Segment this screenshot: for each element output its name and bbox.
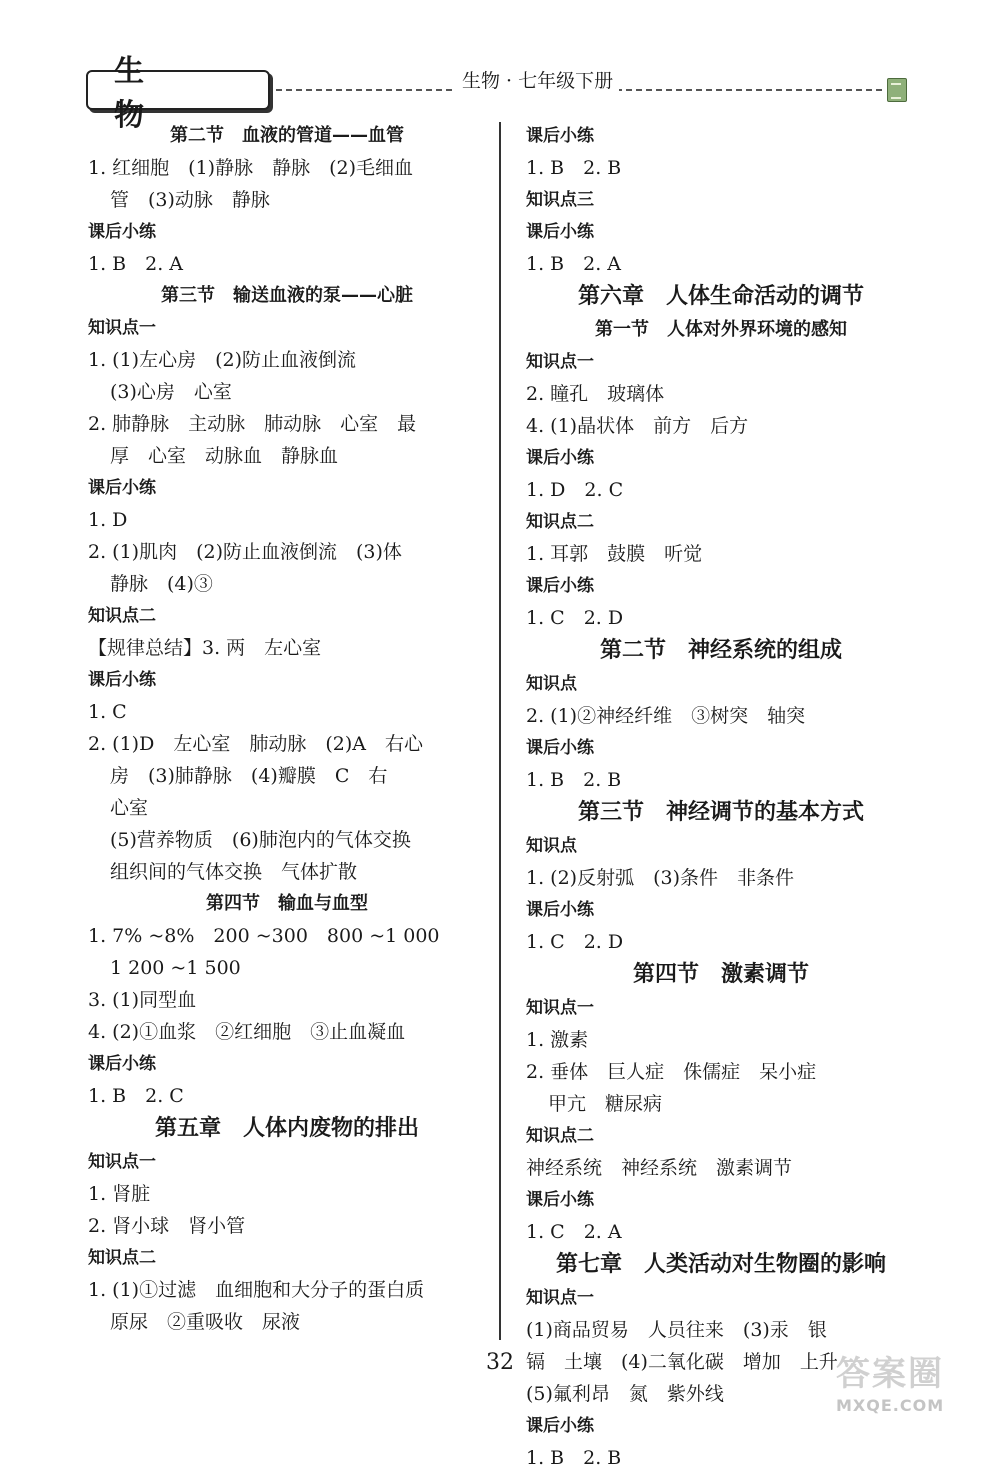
answer-line: 2. 垂体 巨人症 侏儒症 呆小症 [526,1061,817,1083]
page-number: 32 [486,1350,514,1375]
answer-line: 1. B 2. B [526,1447,622,1469]
answer-line-continued: 静脉 (4)③ [110,573,213,595]
subsection-label: 知识点 [526,836,577,856]
column-divider [499,122,501,1340]
answer-line: 1. C 2. D [526,931,624,953]
answer-line: 2. (1)D 左心室 肺动脉 (2)A 右心 [88,733,423,755]
answer-line: 1. B 2. A [526,253,622,275]
answer-line: 1. C 2. A [526,1221,622,1243]
subsection-label: 知识点一 [526,998,594,1018]
subsection-label: 课后小练 [526,222,594,242]
answer-line: 镉 土壤 (4)二氧化碳 增加 上升 [526,1351,838,1373]
section-heading: 第二节 血液的管道——血管 [170,125,404,146]
answer-line: 1. (2)反射弧 (3)条件 非条件 [526,867,794,889]
answer-line-continued: 组织间的气体交换 气体扩散 [110,861,358,883]
answer-line-continued: 房 (3)肺静脉 (4)瓣膜 C 右 [110,765,388,787]
answer-line-continued: 原尿 ②重吸收 尿液 [110,1311,301,1333]
answer-line-continued: 甲亢 糖尿病 [548,1093,663,1115]
subsection-label: 课后小练 [88,1054,156,1074]
answer-line: 1. D [88,509,128,531]
right-column [526,120,916,1474]
section-heading: 第一节 人体对外界环境的感知 [595,319,847,340]
answer-line-continued: 1 200 ~1 500 [110,957,241,979]
answer-line: 1. B 2. C [88,1085,184,1107]
subsection-label: 知识点一 [88,318,156,338]
answer-line-continued: 厚 心室 动脉血 静脉血 [110,445,339,467]
chapter-heading: 第六章 人体生命活动的调节 [577,284,864,309]
book-corner-icon [887,78,907,102]
chapter-heading: 第五章 人体内废物的排出 [154,1116,419,1141]
subsection-label: 课后小练 [526,900,594,920]
answer-line: 1. 激素 [526,1029,589,1051]
chapter-heading: 第四节 激素调节 [632,962,809,987]
answer-line: 4. (1)晶状体 前方 后方 [526,415,749,437]
answer-line: 2. (1)肌肉 (2)防止血液倒流 (3)体 [88,541,402,563]
subsection-label: 课后小练 [526,1416,594,1436]
subsection-label: 课后小练 [526,448,594,468]
watermark-title: 答案圈 [836,1354,944,1394]
answer-line: 1. B 2. A [88,253,184,275]
answer-line-continued: (3)心房 心室 [110,381,232,403]
subsection-label: 课后小练 [88,670,156,690]
subsection-label: 知识点 [526,674,577,694]
answer-line: 1. 红细胞 (1)静脉 静脉 (2)毛细血 [88,157,413,179]
answer-line: 1. (1)①过滤 血细胞和大分子的蛋白质 [88,1279,425,1301]
subsection-label: 课后小练 [88,222,156,242]
chapter-heading: 第二节 神经系统的组成 [599,638,842,663]
answer-line-continued: 管 (3)动脉 静脉 [110,189,270,211]
subsection-label: 课后小练 [526,576,594,596]
answer-line: 1. D 2. C [526,479,624,501]
subsection-label: 知识点一 [88,1152,156,1172]
answer-line: 【规律总结】3. 两 左心室 [88,637,322,659]
book-title: 生物 · 七年级下册 [456,66,619,93]
answer-line: 1. (1)左心房 (2)防止血液倒流 [88,349,356,371]
subject-label: 生 物 [86,70,270,110]
subsection-label: 知识点二 [526,512,594,532]
left-column [88,120,486,1338]
answer-line: 1. 肾脏 [88,1183,151,1205]
answer-line-continued: (5)营养物质 (6)肺泡内的气体交换 [110,829,411,851]
section-heading: 第三节 输送血液的泵——心脏 [161,285,413,306]
section-heading: 第四节 输血与血型 [206,893,368,914]
answer-line-continued: 心室 [110,797,149,819]
answer-line: 2. (1)②神经纤维 ③树突 轴突 [526,705,806,727]
answer-line: 4. (2)①血浆 ②红细胞 ③止血凝血 [88,1021,406,1043]
answer-line: 1. C [88,701,127,723]
chapter-heading: 第三节 神经调节的基本方式 [577,800,864,825]
watermark-url: MXQE.COM [836,1396,945,1415]
subsection-label: 课后小练 [88,478,156,498]
subsection-label: 课后小练 [526,126,594,146]
watermark-logo [836,1352,986,1432]
answer-line: (1)商品贸易 人员往来 (3)汞 银 [526,1319,827,1341]
subsection-label: 课后小练 [526,738,594,758]
chapter-heading: 第七章 人类活动对生物圈的影响 [555,1252,886,1277]
answer-line: 1. 7% ~8% 200 ~300 800 ~1 000 [88,925,440,947]
subsection-label: 知识点二 [526,1126,594,1146]
page-header [0,0,1000,133]
answer-line: 2. 肺静脉 主动脉 肺动脉 心室 最 [88,413,417,435]
answer-line: 1. B 2. B [526,769,622,791]
answer-line: 1. B 2. B [526,157,622,179]
subsection-label: 知识点二 [88,606,156,626]
answer-line: 1. C 2. D [526,607,624,629]
subsection-label: 知识点三 [526,190,594,210]
answer-line: (5)氟利昂 氮 紫外线 [526,1383,724,1405]
subsection-label: 课后小练 [526,1190,594,1210]
answer-line: 神经系统 神经系统 激素调节 [526,1157,793,1179]
answer-line: 1. 耳郭 鼓膜 听觉 [526,543,703,565]
subsection-label: 知识点一 [526,1288,594,1308]
subsection-label: 知识点二 [88,1248,156,1268]
answer-line: 2. 瞳孔 玻璃体 [526,383,665,405]
answer-line: 2. 肾小球 肾小管 [88,1215,246,1237]
subsection-label: 知识点一 [526,352,594,372]
answer-line: 3. (1)同型血 [88,989,197,1011]
